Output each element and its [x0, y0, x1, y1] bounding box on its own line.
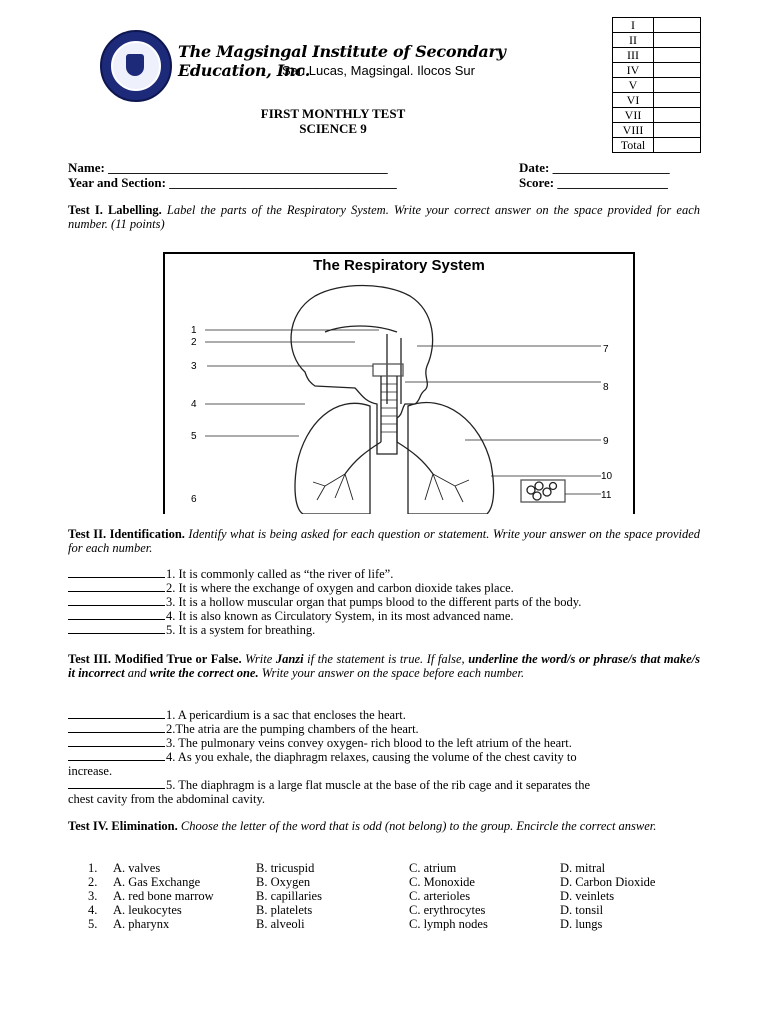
score-row	[613, 123, 701, 138]
score-row	[613, 48, 701, 63]
answer-blank[interactable]	[68, 750, 165, 761]
question-text: 2.The atria are the pumping chambers of the heart.	[166, 722, 419, 736]
test3-item	[68, 722, 419, 736]
test-title: FIRST MONTHLY TEST	[260, 106, 406, 121]
answer-blank[interactable]	[68, 595, 165, 606]
school-address: San Lucas, Magsingal. Ilocos Sur	[282, 63, 475, 78]
score-row-box[interactable]	[654, 48, 701, 63]
name-field[interactable]: Name: ___________________________________________	[68, 160, 388, 175]
elimination-choice[interactable]: B. Oxygen	[256, 875, 311, 889]
elimination-choice[interactable]: C. Monoxide	[409, 875, 475, 889]
score-row-box[interactable]	[654, 78, 701, 93]
test2-item	[68, 609, 514, 623]
test2-item	[68, 595, 581, 609]
test3-item	[68, 778, 590, 792]
score-field[interactable]: Score: _________________	[519, 175, 668, 190]
score-row-box[interactable]	[654, 138, 701, 153]
score-row	[613, 93, 701, 108]
test1-title: Test I. Labelling.	[68, 203, 162, 217]
figure-label: 4	[191, 399, 197, 410]
elimination-choice[interactable]: A. leukocytes	[113, 903, 182, 917]
score-row-label: I	[613, 18, 654, 33]
test-subject: SCIENCE 9	[299, 121, 367, 136]
test2-instructions-text: Identify what is being asked for each question or statement. Write your answer on the space provided for each number.	[68, 527, 701, 555]
figure-label: 5	[191, 431, 197, 442]
answer-blank[interactable]	[68, 623, 165, 634]
figure-label: 9	[603, 436, 609, 447]
score-row-label: IV	[613, 63, 654, 78]
question-text: 3. The pulmonary veins convey oxygen- rich blood to the left atrium of the heart.	[166, 736, 572, 750]
score-row-label: VI	[613, 93, 654, 108]
question-text: 5. It is a system for breathing.	[166, 623, 316, 637]
elimination-number: 1.	[88, 861, 98, 875]
figure-label: 2	[191, 337, 197, 348]
elimination-choice[interactable]: D. mitral	[560, 861, 606, 875]
figure-label: 7	[603, 344, 609, 355]
test3-item5-continuation: chest cavity from the abdominal cavity.	[68, 792, 266, 806]
test1-instructions	[68, 203, 700, 231]
test2-instructions	[68, 527, 700, 555]
left-bronchioles	[313, 474, 353, 500]
test3-instr-space: Write your answer on the space before each number.	[261, 666, 525, 680]
right-lung	[408, 403, 494, 514]
test2-item	[68, 623, 315, 637]
score-row	[613, 138, 701, 153]
figure-label: 1	[191, 325, 197, 336]
test2-item	[68, 581, 514, 595]
score-row-label: Total	[613, 138, 654, 153]
nasal-cavity	[325, 326, 397, 332]
trachea-rings	[381, 384, 397, 432]
score-row-box[interactable]	[654, 33, 701, 48]
test3-item	[68, 708, 406, 722]
answer-blank[interactable]	[68, 581, 165, 592]
leader-lines-right	[405, 346, 601, 494]
test3-instr-correct: write the correct one.	[149, 666, 259, 680]
test2-title: Test II. Identification.	[68, 527, 185, 541]
score-table	[612, 17, 701, 153]
answer-blank[interactable]	[68, 778, 165, 789]
test1-instructions-text: Label the parts of the Respiratory System. Write your correct answer on the space provided for each number. (11 points)	[68, 203, 700, 231]
elimination-number: 4.	[88, 903, 98, 917]
elimination-choice[interactable]: A. valves	[113, 861, 161, 875]
elimination-choice[interactable]: C. erythrocytes	[409, 903, 486, 917]
score-row-box[interactable]	[654, 63, 701, 78]
right-bronchioles	[425, 474, 469, 502]
test4-instructions-text: Choose the letter of the word that is odd (not belong) to the group. Encircle the correct answer.	[180, 819, 657, 833]
score-row-box[interactable]	[654, 18, 701, 33]
test3-instr-janzi: Janzi	[275, 652, 304, 666]
head-outline	[291, 286, 433, 455]
elimination-number: 2.	[88, 875, 98, 889]
respiratory-figure	[163, 252, 635, 514]
elimination-choice[interactable]: C. arterioles	[409, 889, 471, 903]
elimination-choice[interactable]: B. platelets	[256, 903, 313, 917]
test4-instructions	[68, 819, 700, 833]
test-title-block	[200, 106, 466, 136]
bronchi	[345, 442, 433, 474]
elimination-choice[interactable]: B. capillaries	[256, 889, 322, 903]
elimination-choice[interactable]: C. lymph nodes	[409, 917, 488, 931]
test3-title: Test III. Modified True or False.	[68, 652, 242, 666]
elimination-choice[interactable]: A. pharynx	[113, 917, 170, 931]
elimination-choice[interactable]: D. veinlets	[560, 889, 615, 903]
elimination-choice[interactable]: B. alveoli	[256, 917, 305, 931]
score-row-label: VII	[613, 108, 654, 123]
school-seal-icon	[100, 30, 172, 102]
test3-instr-write: Write	[245, 652, 273, 666]
elimination-choice[interactable]: A. red bone marrow	[113, 889, 214, 903]
figure-label: 8	[603, 382, 609, 393]
elimination-choice[interactable]: D. Carbon Dioxide	[560, 875, 656, 889]
elimination-number: 5.	[88, 917, 98, 931]
test2-item	[68, 567, 393, 581]
figure-title: The Respiratory System	[313, 257, 485, 274]
date-field[interactable]: Date: __________________	[519, 160, 670, 175]
score-row-box[interactable]	[654, 123, 701, 138]
answer-blank[interactable]	[68, 609, 165, 620]
question-text: 3. It is a hollow muscular organ that pumps blood to the different parts of the body.	[166, 595, 582, 609]
answer-blank[interactable]	[68, 722, 165, 733]
figure-label: 6	[191, 494, 197, 505]
score-row-box[interactable]	[654, 108, 701, 123]
figure-label: 3	[191, 361, 197, 372]
figure-label: 11	[601, 490, 612, 501]
test3-instr-and: and	[127, 666, 147, 680]
test4-title: Test IV. Elimination.	[68, 819, 178, 833]
respiratory-diagram	[165, 254, 633, 514]
score-row	[613, 78, 701, 93]
pharynx	[387, 334, 401, 404]
test3-item4-continuation: increase.	[68, 764, 113, 778]
question-text: 2. It is where the exchange of oxygen and carbon dioxide takes place.	[166, 581, 514, 595]
score-row-label: V	[613, 78, 654, 93]
score-row-label: II	[613, 33, 654, 48]
figure-label: 10	[601, 471, 613, 482]
answer-blank[interactable]	[68, 708, 165, 719]
elimination-choice[interactable]: D. lungs	[560, 917, 603, 931]
score-row-box[interactable]	[654, 93, 701, 108]
score-row	[613, 33, 701, 48]
year-section-field[interactable]: Year and Section: ___________________________________	[68, 175, 397, 190]
score-row	[613, 63, 701, 78]
score-row	[613, 18, 701, 33]
test3-instr-underline: underline the word/s or phrase/s that make/s it incorrect	[68, 652, 701, 680]
question-text: 4. As you exhale, the diaphragm relaxes, causing the volume of the chest cavity to	[166, 750, 577, 764]
school-name: The Magsingal Institute of Secondary Education, Inc.	[178, 42, 506, 80]
elimination-choice[interactable]: B. tricuspid	[256, 861, 315, 875]
answer-blank[interactable]	[68, 736, 165, 747]
test3-instr-false: if the statement is true. If false,	[307, 652, 465, 666]
test3-item	[68, 750, 577, 764]
larynx	[373, 364, 403, 376]
elimination-number: 3.	[88, 889, 98, 903]
question-text: 1. It is commonly called as “the river of life”.	[166, 567, 394, 581]
elimination-choice[interactable]: D. tonsil	[560, 903, 604, 917]
score-row-label: III	[613, 48, 654, 63]
question-text: 4. It is also known as Circulatory System, in its most advanced name.	[166, 609, 514, 623]
elimination-choice[interactable]: C. atrium	[409, 861, 457, 875]
test3-item	[68, 736, 572, 750]
test3-instructions	[68, 652, 700, 680]
question-text: 1. A pericardium is a sac that encloses the heart.	[166, 708, 406, 722]
question-text: 5. The diaphragm is a large flat muscle at the base of the rib cage and it separates the	[166, 778, 591, 792]
answer-blank[interactable]	[68, 567, 165, 578]
score-row	[613, 108, 701, 123]
score-row-label: VIII	[613, 123, 654, 138]
elimination-choice[interactable]: A. Gas Exchange	[113, 875, 201, 889]
